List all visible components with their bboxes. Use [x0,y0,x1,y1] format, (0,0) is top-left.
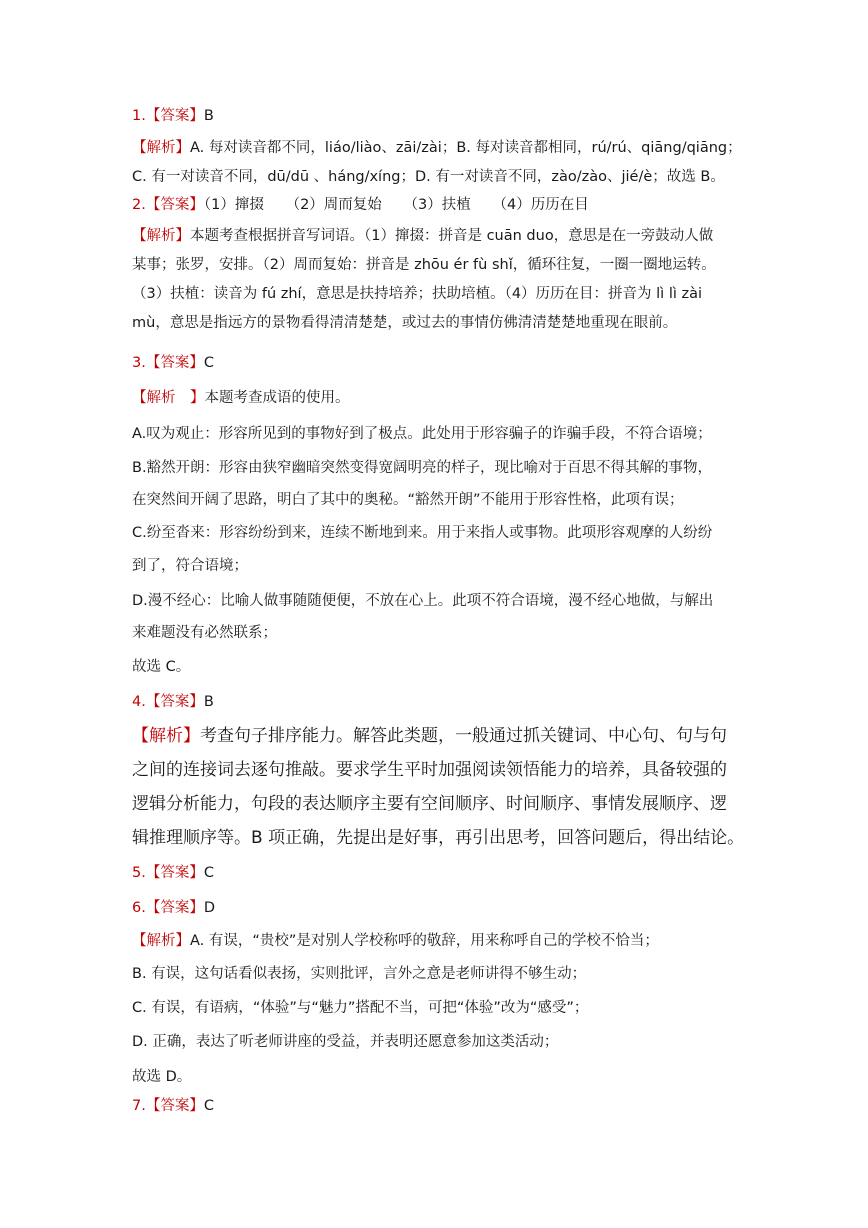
answer-4 [132,691,214,713]
text-line [132,793,727,815]
analysis-label: 【解析】 [132,228,190,244]
analysis-text: 在突然间开阔了思路，明白了其中的奥秘。“豁然开朗”不能用于形容性格，此项有误； [132,492,684,508]
answer-label: 6.【答案】 [132,900,204,916]
analysis-text: A. 有误，“贵校”是对别人学校称呼的敬辞，用来称呼自己的学校不恰当； [190,933,659,949]
text-line [132,1031,558,1053]
analysis-label: 【解析 】 [132,390,205,406]
analysis-text: B.豁然开朗：形容由狭窄幽暗突然变得宽阔明亮的样子，现比喻对于百思不得其解的事物， [132,460,713,476]
answer-1 [132,105,214,127]
answer-5 [132,862,214,884]
analysis-text: 来难题没有必然联系； [132,625,277,641]
text-line [132,963,586,985]
answer-value: C [203,355,214,371]
answer-label: 1.【答案】 [132,108,204,124]
text-line [132,622,277,644]
answer-value: C [203,865,214,881]
text-line [132,555,248,577]
text-line [132,827,744,849]
analysis-text: A. 每对读音都不同，liáo/liào、zāi/zài；B. 每对读音都相同，rú/rú、qiāng/qiāng； [190,140,742,156]
analysis-text: C. 有一对读音不同，dū/dū 、háng/xíng；D. 有一对读音不同，zào/zào、jié/è；故选 B。 [132,169,725,185]
analysis-label: 【解析】 [132,726,200,746]
answer-2 [132,194,589,216]
analysis-text: 考查句子排序能力。解答此类题，一般通过抓关键词、中心句、句与句 [200,726,727,746]
analysis-1 [132,137,742,159]
analysis-text: （3）扶植：读音为 fú zhí，意思是扶持培养；扶助培植。（4）历历在目：拼音为 lì lì zài [132,286,703,302]
analysis-text: 本题考查成语的使用。 [204,390,350,406]
analysis-6 [132,930,659,952]
analysis-text: 本题考查根据拼音写词语。（1）撺掇：拼音是 cuān duo，意思是在一旁鼓动人做 [190,228,714,244]
text-line [132,457,712,479]
text-line [132,1066,191,1088]
answer-label: 4.【答案】 [132,694,204,710]
text-line [132,489,684,511]
answer-value: B [203,694,214,710]
analysis-text: 逻辑分析能力，句段的表达顺序主要有空间顺序、时间顺序、事情发展顺序、逻 [132,794,727,814]
analysis-text: 辑推理顺序等。B 项正确，先提出是好事，再引出思考，回答问题后，得出结论。 [132,828,745,848]
analysis-label: 【解析】 [132,140,190,156]
text-line [132,997,588,1019]
text-line [132,312,677,334]
analysis-text: C. 有误，有语病，“体验”与“魅力”搭配不当，可把“体验”改为“感受”； [132,1000,589,1016]
answer-value: B [203,108,214,124]
analysis-2 [132,225,713,247]
text-line [132,166,725,188]
text-line [132,759,727,781]
answer-label: 3.【答案】 [132,355,204,371]
text-line [132,590,713,612]
analysis-text: C.纷至沓来：形容纷纷到来，连续不断地到来。用于来指人或事物。此项形容观摩的人纷纷 [132,525,713,541]
answer-value: D [203,900,216,916]
answer-value: （1）撺掇 （2）周而复始 （3）扶植 （4）历历在目 [203,197,589,213]
analysis-text: D.漫不经心：比喻人做事随随便便，不放在心上。此项不符合语境，漫不经心地做，与解出 [132,593,714,609]
analysis-text: 某事；张罗，安排。（2）周而复始：拼音是 zhōu ér fù shǐ，循环往复，一圈一圈地运转。 [132,257,716,273]
answer-label: 2.【答案】 [132,197,204,213]
text-line [132,254,716,276]
answer-3 [132,352,214,374]
analysis-label: 【解析】 [132,933,190,949]
answer-value: C [203,1098,214,1114]
analysis-4 [132,725,727,747]
answer-6 [132,897,215,919]
analysis-text: D. 正确，表达了听老师讲座的受益，并表明还愿意参加这类活动； [132,1034,559,1050]
answer-label: 7.【答案】 [132,1098,204,1114]
text-line [132,656,190,678]
answer-7 [132,1095,214,1117]
analysis-text: mù，意思是指远方的景物看得清清楚楚，或过去的事情仿佛清清楚楚地重现在眼前。 [132,315,678,331]
analysis-text: 到了，符合语境； [132,558,248,574]
analysis-text: A.叹为观止：形容所见到的事物好到了极点。此处用于形容骗子的诈骗手段，不符合语境； [132,426,712,442]
text-line [132,283,702,305]
text-line [132,423,712,445]
analysis-text: 之间的连接词去逐句推敲。要求学生平时加强阅读领悟能力的培养，具备较强的 [132,760,727,780]
answer-label: 5.【答案】 [132,865,204,881]
analysis-text: B. 有误，这句话看似表扬，实则批评，言外之意是老师讲得不够生动； [132,966,587,982]
text-line [132,522,712,544]
analysis-text: 故选 C。 [132,659,191,675]
analysis-text: 故选 D。 [132,1069,192,1085]
analysis-3 [132,387,350,409]
